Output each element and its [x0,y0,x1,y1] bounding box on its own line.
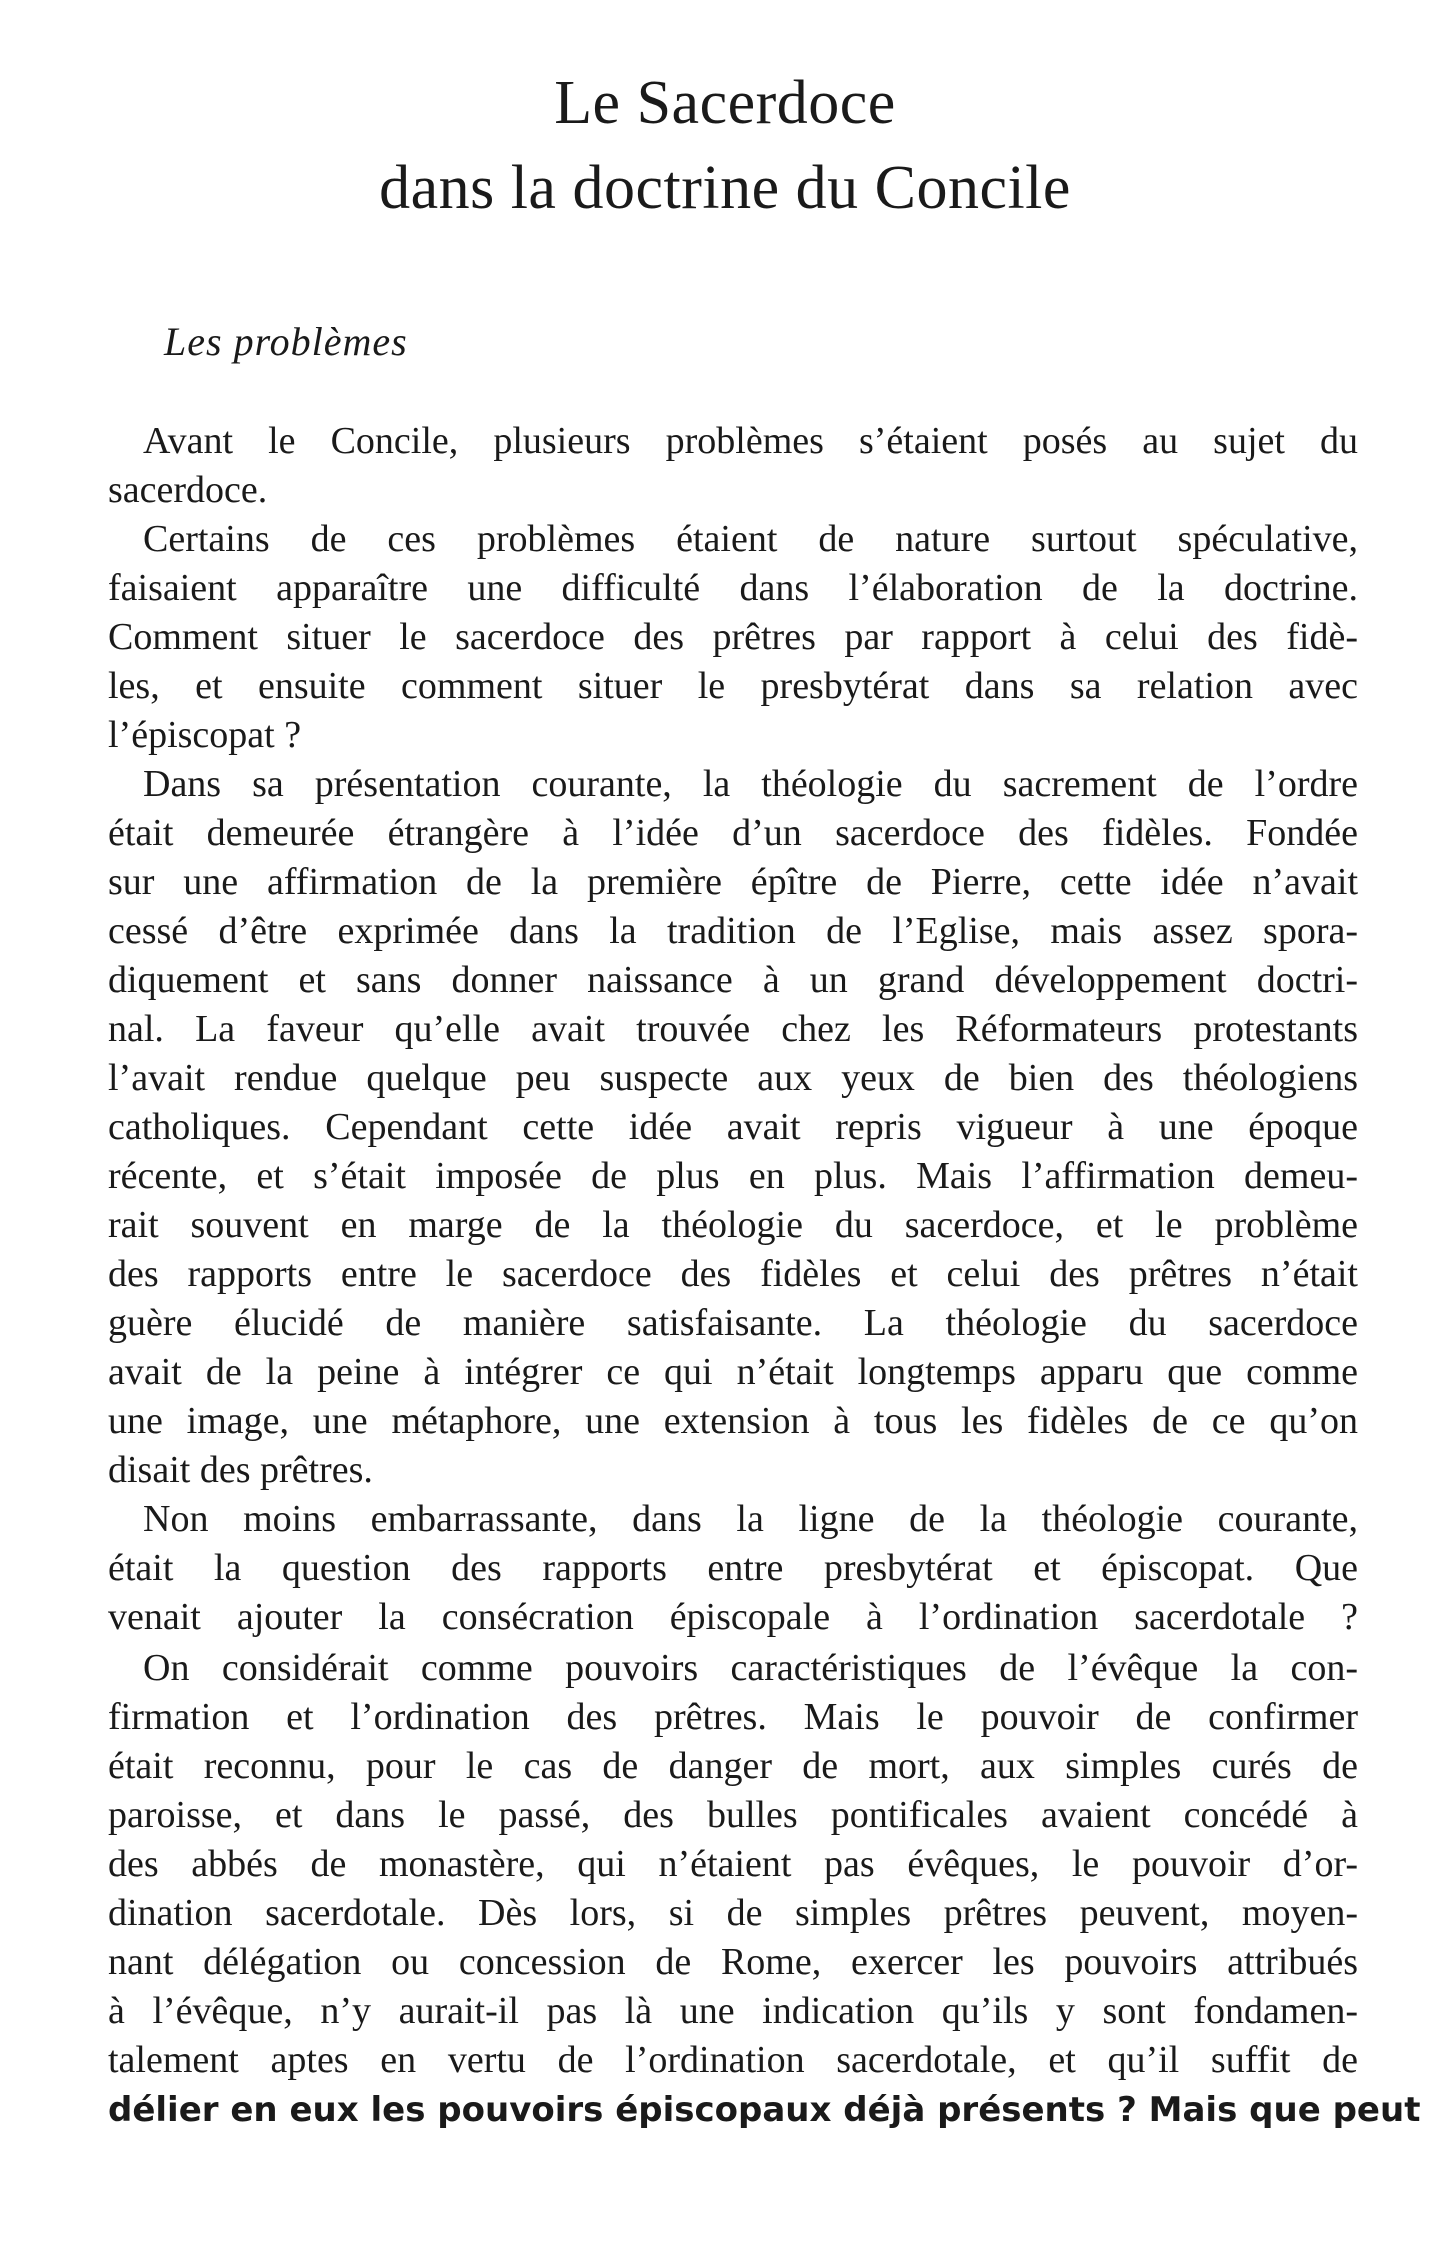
text-line: disait des prêtres. [108,1449,373,1491]
text-line: rait souvent en marge de la théologie du sacerdoce, et le problème [108,1204,1358,1246]
text-line: Comment situer le sacerdoce des prêtres par rapport à celui des fidè- [108,616,1358,658]
text-line: On considérait comme pouvoirs caractéristiques de l’évêque la con- [143,1647,1358,1689]
text-line: sur une affirmation de la première épître de Pierre, cette idée n’avait [108,861,1358,903]
text-line: Non moins embarrassante, dans la ligne de la théologie courante, [143,1498,1358,1540]
title-line-2: dans la doctrine du Concile [379,154,1071,222]
text-line: catholiques. Cependant cette idée avait repris vigueur à une époque [108,1106,1358,1148]
text-line: les, et ensuite comment situer le presbytérat dans sa relation avec [108,665,1358,707]
text-line: nant délégation ou concession de Rome, exercer les pouvoirs attribués [108,1941,1358,1983]
text-line: Avant le Concile, plusieurs problèmes s’étaient posés au sujet du [143,420,1358,462]
text-line: récente, et s’était imposée de plus en plus. Mais l’affirmation demeu- [108,1155,1358,1197]
text-line: était demeurée étrangère à l’idée d’un sacerdoce des fidèles. Fondée [108,812,1358,854]
section-heading: Les problèmes [164,319,408,364]
text-line: délier en eux les pouvoirs épiscopaux déjà présents ? Mais que peut [108,2090,1421,2130]
text-line: l’avait rendue quelque peu suspecte aux yeux de bien des théologiens [108,1057,1358,1099]
text-line: faisaient apparaître une difficulté dans l’élaboration de la doctrine. [108,567,1358,609]
text-line: nal. La faveur qu’elle avait trouvée chez les Réformateurs protestants [108,1008,1358,1050]
text-line: dination sacerdotale. Dès lors, si de simples prêtres peuvent, moyen- [108,1892,1358,1934]
text-line: une image, une métaphore, une extension à tous les fidèles de ce qu’on [108,1400,1358,1442]
text-line: avait de la peine à intégrer ce qui n’était longtemps apparu que comme [108,1351,1358,1393]
text-line: était la question des rapports entre presbytérat et épiscopat. Que [108,1547,1358,1589]
text-line: à l’évêque, n’y aurait-il pas là une indication qu’ils y sont fondamen- [108,1990,1358,2032]
text-line: Dans sa présentation courante, la théologie du sacrement de l’ordre [143,763,1358,805]
text-line: sacerdoce. [108,469,268,511]
text-line: Certains de ces problèmes étaient de nature surtout spéculative, [143,518,1358,560]
text-line: guère élucidé de manière satisfaisante. La théologie du sacerdoce [108,1302,1358,1344]
text-line: cessé d’être exprimée dans la tradition de l’Eglise, mais assez spora- [108,910,1358,952]
title-line-1: Le Sacerdoce [554,69,896,137]
text-line: des abbés de monastère, qui n’étaient pas évêques, le pouvoir d’or- [108,1843,1358,1885]
text-line: venait ajouter la consécration épiscopale à l’ordination sacerdotale ? [108,1596,1358,1638]
text-line: était reconnu, pour le cas de danger de mort, aux simples curés de [108,1745,1358,1787]
text-line: diquement et sans donner naissance à un grand développement doctri- [108,959,1358,1001]
text-line: paroisse, et dans le passé, des bulles pontificales avaient concédé à [108,1794,1358,1836]
text-line: l’épiscopat ? [108,714,302,756]
text-line: des rapports entre le sacerdoce des fidèles et celui des prêtres n’était [108,1253,1358,1295]
text-line: firmation et l’ordination des prêtres. Mais le pouvoir de confirmer [108,1696,1358,1738]
text-line: talement aptes en vertu de l’ordination sacerdotale, et qu’il suffit de [108,2039,1358,2081]
